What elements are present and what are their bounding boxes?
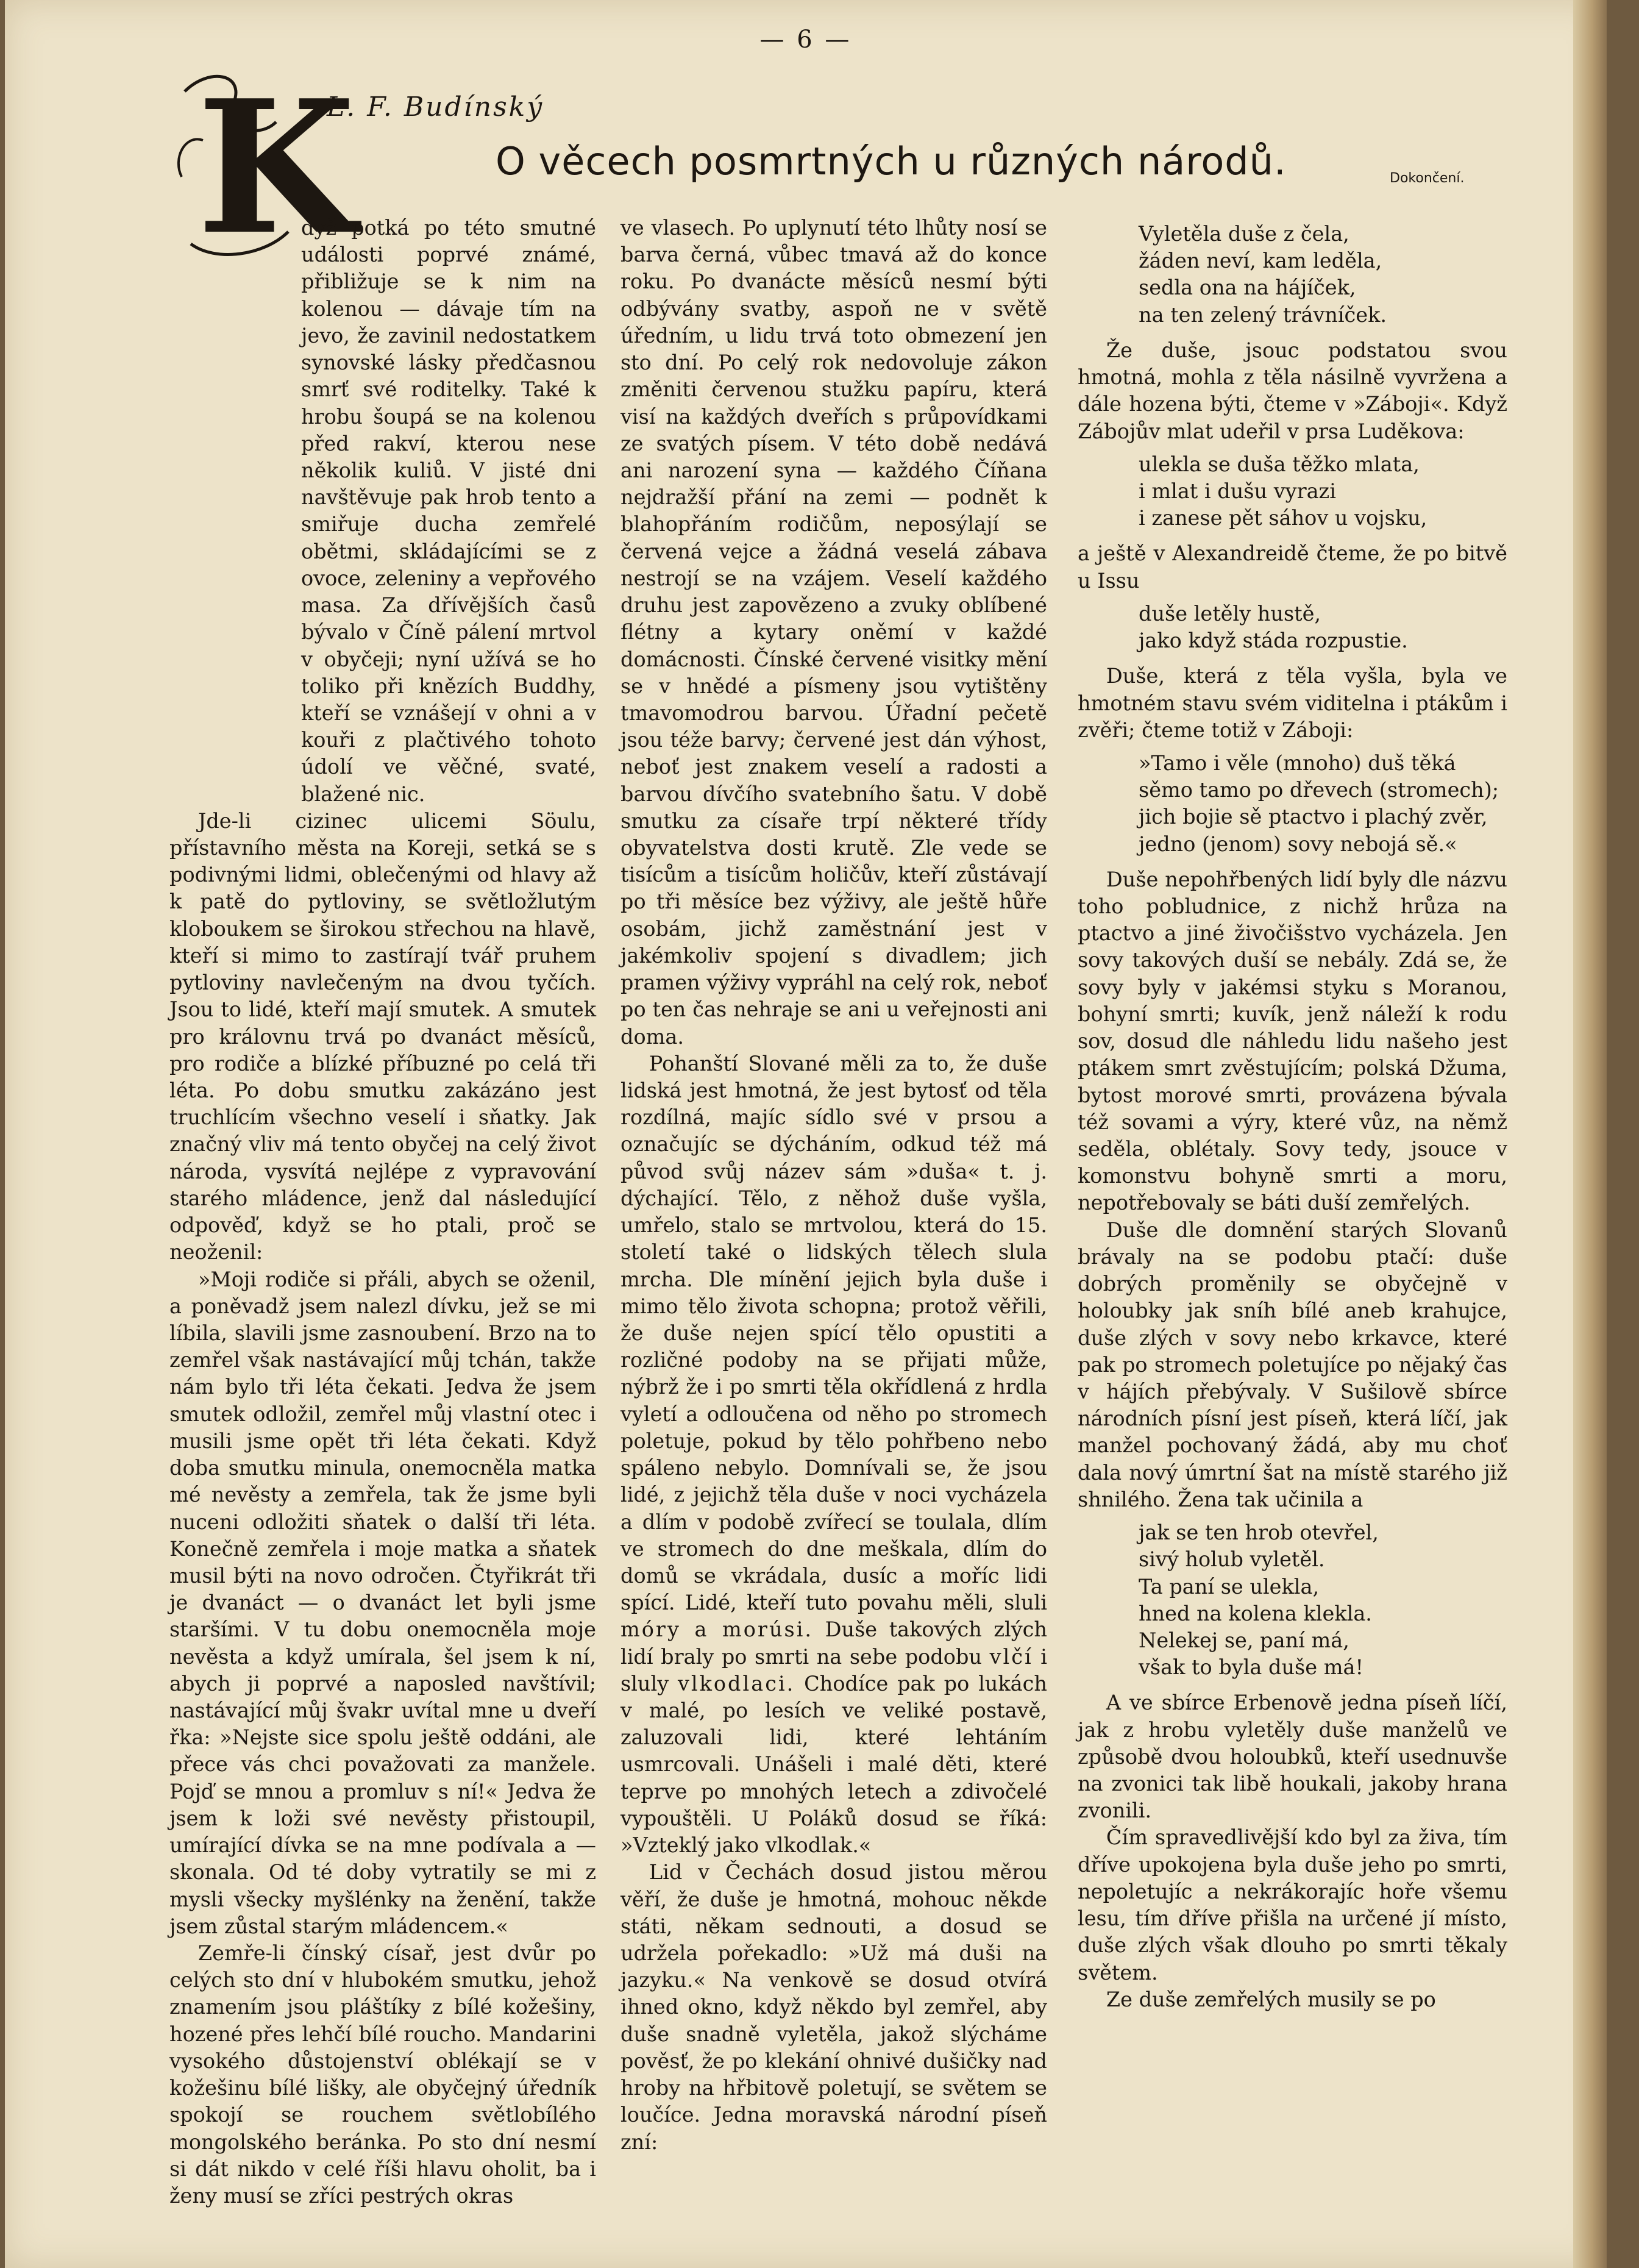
paragraph: ve vlasech. Po uplynutí této lhůty nosí se barva černá, vůbec tmavá až do konce roku. Po dvanácte měsíců nesmí býti odbývány svatby, aspoň ne v světě úředním, u lidu trvá toto obmezení jen sto dní. Po celý rok nedovoluje zákon změniti červenou stužku papíru, která visí na každých dveřích s průpovídkami ze svatých písem. V této době nedává ani narození syna — každého Číňana nejdražší přání na zemi — podnět k blahopřáním rodičům, neposýlají se červená vejce a žádná veselá zábava nestrojí se na vzájem. Veselí každého druhu jest zapovězeno a zvuky oblíbené flétny a kytary oněmí v každé domácnosti. Čínské červené visitky mění se v hnědé a písmeny jsou vytištěny tmavomodrou barvou. Úřadní pečetě jsou téže barvy; červené jest dán výhost, neboť jest znakem veselí a radosti a barvou dívčího svatebního šatu. V době smutku za císaře trpí některé třídy obyvatelstva dosti krutě. Zle vede se tisícům a tisícům holičův, kteří zůstávají po tři měsíce bez výživy, ale ještě hůře osobám, jichž zaměstnání jest v jakémkoliv spojení s divadlem; jich pramen výživy vypráhl na celý rok, neboť po ten čas nehraje se ani u veřejnosti ani doma.: [620, 216, 1047, 1049]
text-run-spaced: móry a morúsi.: [620, 1617, 814, 1642]
verse-2: [1139, 451, 1507, 532]
book-spine-edge: [1573, 0, 1607, 2268]
verse-line: i zanese pět sáhov u vojsku,: [1139, 506, 1427, 530]
paragraph: Duše, která z těla vyšla, byla ve hmotném stavu svém viditelna i ptákům i zvěři; čteme totiž v Záboji:: [1078, 664, 1507, 742]
text-run: i sluly: [620, 1644, 1048, 1696]
text-run: Chodíce pak po lukách v malé, po lesích ve veliké postavě, zaluzovali lidi, které lehtáním usmrcovali. Unášeli i malé děti, které teprve po mnohých letech a zdivočelé vypouštěli. U Poláků dosud se říká: »Vzteklý jako vlkodlak.«: [620, 1671, 1047, 1858]
verse-line: jedno (jenom) sovy nebojá sě.«: [1139, 832, 1457, 856]
verse-line: Ta paní se ulekla,: [1139, 1574, 1320, 1599]
verse-line: »Tamo i věle (mnoho) duš těká: [1139, 751, 1456, 775]
verse-line: Nelekej se, paní má,: [1139, 1628, 1349, 1652]
verse-line: sěmo tamo po dřevech (stromech);: [1139, 778, 1499, 802]
paragraph: Duše dle domnění starých Slovanů brávaly na se podobu ptačí: duše dobrých proměnily se obyčejně v holoubky jak sníh bílé aneb krahujce, duše zlých v sovy nebo krkavce, které pak po stromech poletujíce po nějaký čas v hájích přebývaly. V Sušilově sbírce národních písní jest píseň, která líčí, jak manžel pochovaný žádá, aby mu choť dala nový úmrtní šat na místě starého již shnilého. Žena tak učinila a: [1078, 1218, 1507, 1511]
paragraph: Duše nepohřbených lidí byly dle názvu toho pobludnice, z nichž hrůza na ptactvo a jiné živočišstvo vycházela. Jen sovy takových duší se nebály. Zdá se, že sovy byly v jakémsi styku s Moranou, bohyní smrti; kuvík, jenž náleží k rodu sov, dosud dle náhledu lidu našeho jest ptákem smrt zvěstujícím; polská Džuma, bytost morové smrti, provázena bývala též sovami a výry, které vůz, na němž seděla, oblétaly. Sovy tedy, jsouce v komonstvu bohyně smrti a moru, nepotřebovaly se báti duší zemřelých.: [1078, 867, 1507, 1215]
paragraph: Ze duše zemřelých musily se po: [1106, 1987, 1436, 2011]
verse-line: však to byla duše má!: [1139, 1655, 1363, 1680]
verse-4: [1139, 750, 1507, 858]
verse-line: žáden neví, kam leděla,: [1139, 249, 1382, 273]
paragraph-lead: dyž potká po této smutné události poprvé známé, přibližuje se k nim na kolenou — dávaje tím na jevo, že zavinil nedostatkem synovské lásky předčasnou smrť své roditelky. Také k hrobu šoupá se na kolenou před rakví, kterou nese několik kuliů. V jisté dni navštěvuje pak hrob tento a smiřuje ducha zemřelé obětmi, skládajícími se z ovoce, zeleniny a vepřového masa. Za dřívějších časů bývalo v Číně pálení mrtvol v obyčeji; nyní užívá se ho toliko při knězích Buddhy, kteří se vznášejí v ohni a v kouři z plačtivého tohoto údolí ve věčné, svaté, blažené nic.: [301, 216, 596, 806]
paragraph-composite: [620, 1050, 1047, 1860]
verse-line: hned na kolena klekla.: [1139, 1601, 1372, 1625]
verse-line: Vyletěla duše z čela,: [1139, 222, 1349, 246]
verse-line: sedla ona na hájíček,: [1139, 276, 1356, 300]
verse-line: jak se ten hrob otevřel,: [1139, 1521, 1379, 1545]
paragraph: Lid v Čechách dosud jistou měrou věří, že duše je hmotná, mohouc někde státi, někam sednouti, a dosud se udržela pořekadlo: »Už má duši na jazyku.« Na venkově se dosud otvírá ihned okno, když někdo byl zemřel, aby duše snadně vyletěla, jakož slýcháme pověsť, že po klekání ohnivé dušičky nad hroby na hřbitově poletují, se světem se loučíce. Jedna moravská národní píseň zní:: [620, 1860, 1047, 2154]
page-number: — 6 —: [759, 26, 852, 54]
initial-letter: K: [197, 60, 356, 275]
verse-line: jako když stáda rozpustie.: [1139, 629, 1408, 653]
column-1: [169, 215, 596, 2209]
text-run-spaced: vlkodlaci.: [677, 1671, 795, 1696]
verse-1: [1139, 221, 1507, 329]
author-name: L. F. Budínský: [327, 91, 544, 123]
column-3: [1078, 215, 1507, 2013]
verse-line: duše letěly hustě,: [1139, 601, 1321, 626]
text-run-spaced: vlčí: [989, 1644, 1033, 1669]
paragraph: a ještě v Alexandreidě čteme, že po bitvě u Issu: [1078, 541, 1507, 593]
paragraph: Jde-li cizinec ulicemi Söulu, přístavního města na Koreji, setká se s podivnými lidmi, oblečenými od hlavy až k patě do pytloviny, se světložlutým kloboukem se širokou střechou na hlavě, kteří si mimo to zastírají tvář pruhem pytloviny navlečeným na dvou tyčích. Jsou to lidé, kteří mají smutek. A smutek pro královnu trvá po dvanáct měsíců, pro rodiče a blízké příbuzné po celá tři léta. Po dobu smutku zakázáno jest truchlícím všechno veselí i sňatky. Jak značný vliv má tento obyčej na celý život národa, vysvítá nejlépe z vypravování starého mládence, jenž dal následující odpověď, když se ho ptali, proč se neoženil:: [169, 808, 596, 1264]
paragraph: »Moji rodiče si přáli, abych se oženil, a poněvadž jsem nalezl dívku, jež se mi líbila, slavili jsme zasnoubení. Brzo na to zemřel však nastávající můj tchán, takže nám bylo tři léta čekati. Jedva že jsem smutek odložil, zemřel můj vlastní otec i musili jsme opět tři léta čekati. Když doba smutku minula, onemocněla matka mé nevěsty a zemřela, tak že jsme byli nuceni odložiti sňatek o další tři léta. Konečně zemřela i moje matka a sňatek musil býti na novo odročen. Čtyřikrát tři je dvanáct — o dvanáct let byli jsme staršími. V tu dobu onemocněla moje nevěsta a když umírala, šel jsem k ní, abych ji poprvé a naposled navštívil; nastávající můj švakr uvítal mne u dveří řka: »Nejste sice spolu ještě oddáni, ale přece vás chci považovati za manžele. Pojď se mnou a promluv s ní!« Jedva že jsem k loži své nevěsty přistoupil, umírající dívka se na mne podívala a — skonala. Od té doby vytratily se mi z mysli všecky myšlénky na ženění, takže jsem zůstal starým mládencem.«: [169, 1267, 596, 1938]
verse-line: ulekla se duša těžko mlata,: [1139, 452, 1420, 476]
article-title: O věcech posmrtných u různých národů.: [496, 139, 1287, 184]
paragraph: Zemře-li čínský císař, jest dvůr po celých sto dní v hlubokém smutku, jehož znamením jsou pláštíky z bílé kožešiny, hozené přes lehčí bílé roucho. Mandarini vysokého důstojenství oblékají se v kožešinu bílé lišky, ale obyčejný úředník spokojí se rouchem světlobílého mongolského beránka. Po sto dní nesmí si dát nikdo v celé říši hlavu oholit, ba i ženy musí se zříci pestrých okras: [169, 1941, 596, 2208]
verse-5: [1139, 1519, 1507, 1681]
text-run: Pohanští Slované měli za to, že duše lidská jest hmotná, že jest bytosť od těla rozdílná, majíc sídlo své v prsou a označujíc se dýcháním, odkud též má původ svůj název sám »duša« t. j. dýchající. Tělo, z něhož duše vyšla, umřelo, stalo se mrtvolou, která do 15. století také o lidských tělech slula mrcha. Dle mínění jejich byla duše i mimo tělo života schopna; protož věřili, že duše nejen spící tělo opustiti a rozličné podoby na se přijati může, nýbrž že i po smrti těla okřídlená z hrdla vyletí a odloučena od něho po stromech poletuje, pokud by tělo pohřbeno nebo spáleno nebylo. Domnívali se, že jsou lidé, z jejichž těla duše v noci vycházela a dlím v podobě zvířecí se toulala, dlím ve stromech do dne meškala, dlím do domů se vkrádala, dusíc a moříc lidi spící. Lidé, kteří tuto povahu měli, sluli: [620, 1051, 1047, 1615]
column-2: [620, 215, 1047, 2156]
paragraph: Že duše, jsouc podstatou svou hmotná, mohla z těla násilně vyvržena a dále hozena býti, čteme v »Záboji«. Když Zábojův mlat udeřil v prsa Luděkova:: [1078, 338, 1507, 443]
verse-line: na ten zelený trávníček.: [1139, 302, 1387, 327]
text-run: Duše takových zlých lidí braly po smrti na sebe podobu: [620, 1617, 1047, 1669]
verse-line: sivý holub vyletěl.: [1139, 1547, 1325, 1572]
continued-note: Dokončení.: [1390, 171, 1465, 186]
paragraph: Čím spravedlivější kdo byl za živa, tím dříve upokojena byla duše jeho po smrti, nepoletujíc a nekrákorajíc hoře všemu lesu, tím dříve přišla na určené jí místo, duše zlých však dlouho po smrti těkaly světem.: [1078, 1825, 1507, 1984]
page: [5, 0, 1607, 2268]
verse-3: [1139, 601, 1507, 654]
verse-line: i mlat i dušu vyrazi: [1139, 479, 1336, 503]
paragraph: A ve sbírce Erbenově jedna píseň líčí, jak z hrobu vyletěly duše manželů ve způsobě dvou holoubků, kteří usednuvše na zvonici tak libě houkali, jakoby hrana zvonili.: [1078, 1691, 1507, 1823]
verse-line: jich bojie sě ptactvo i plachý zvěr,: [1139, 805, 1488, 829]
